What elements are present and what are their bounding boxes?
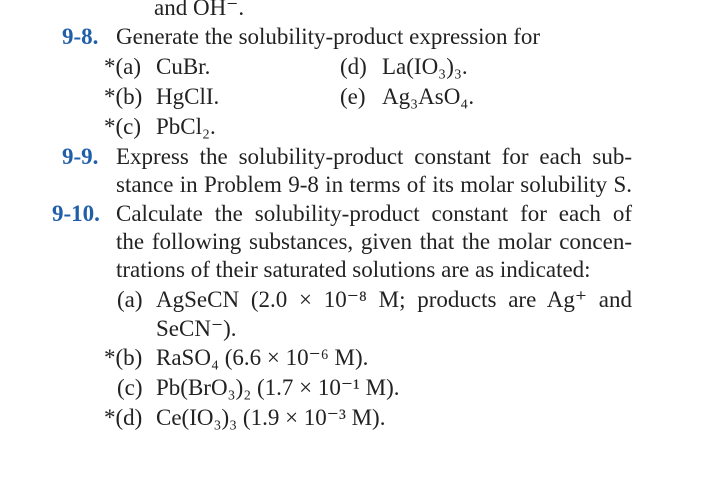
problem-9-9-line-1: Express the solubility-product constant for each sub- <box>116 144 632 169</box>
part-label-d: (d) <box>340 54 367 79</box>
cutoff-text-fragment: and OH⁻. <box>154 0 245 20</box>
part-formula-a: CuBr. <box>156 54 211 79</box>
part-label-10d: *(d) <box>104 405 143 430</box>
part-10b-text: RaSO₄ (6.6 × 10⁻⁶ M). <box>156 345 369 370</box>
part-label-10c: (c) <box>117 375 143 400</box>
problem-9-9-line-2: stance in Problem 9-8 in terms of its molar solubility S. <box>116 172 632 197</box>
problem-number-9-8: 9-8. <box>62 24 99 49</box>
part-label-b: *(b) <box>104 84 143 109</box>
problem-9-9-line-2-wrap <box>116 171 632 199</box>
part-10a-line-1-wrap <box>156 286 632 314</box>
part-10a-line-2: SeCN⁻). <box>156 316 237 341</box>
problem-9-10-line-3: trations of their saturated solutions are as indicated: <box>116 257 591 282</box>
part-formula-c: PbCl₂. <box>156 114 216 139</box>
part-10d-text: Ce(IO₃)₃ (1.9 × 10⁻³ M). <box>156 405 386 430</box>
problem-9-10-line-2-wrap <box>116 228 632 256</box>
part-10c-text: Pb(BrO₃)₂ (1.7 × 10⁻¹ M). <box>156 375 400 400</box>
part-label-10a: (a) <box>117 287 143 312</box>
problem-number-9-10: 9-10. <box>52 201 100 226</box>
problem-9-8-text: Generate the solubility-product expression for <box>116 24 541 49</box>
part-formula-b: HgClI. <box>156 84 220 109</box>
problem-9-10-line-2: the following substances, given that the molar concen- <box>116 229 632 254</box>
part-label-e: (e) <box>340 84 366 109</box>
problem-9-10-line-1-wrap <box>116 200 632 228</box>
problem-9-9-line-1-wrap <box>116 143 632 171</box>
problem-9-10-line-1: Calculate the solubility-product constant for each of <box>116 201 632 226</box>
part-label-10b: *(b) <box>104 345 143 370</box>
part-label-c: *(c) <box>104 114 142 139</box>
part-formula-e: Ag₃AsO₄. <box>382 84 475 109</box>
problem-number-9-9: 9-9. <box>62 144 99 169</box>
part-label-a: *(a) <box>104 54 142 79</box>
part-10a-line-1: AgSeCN (2.0 × 10⁻⁸ M; products are Ag⁺ and <box>156 287 632 312</box>
part-formula-d: La(IO₃)₃. <box>382 54 468 79</box>
